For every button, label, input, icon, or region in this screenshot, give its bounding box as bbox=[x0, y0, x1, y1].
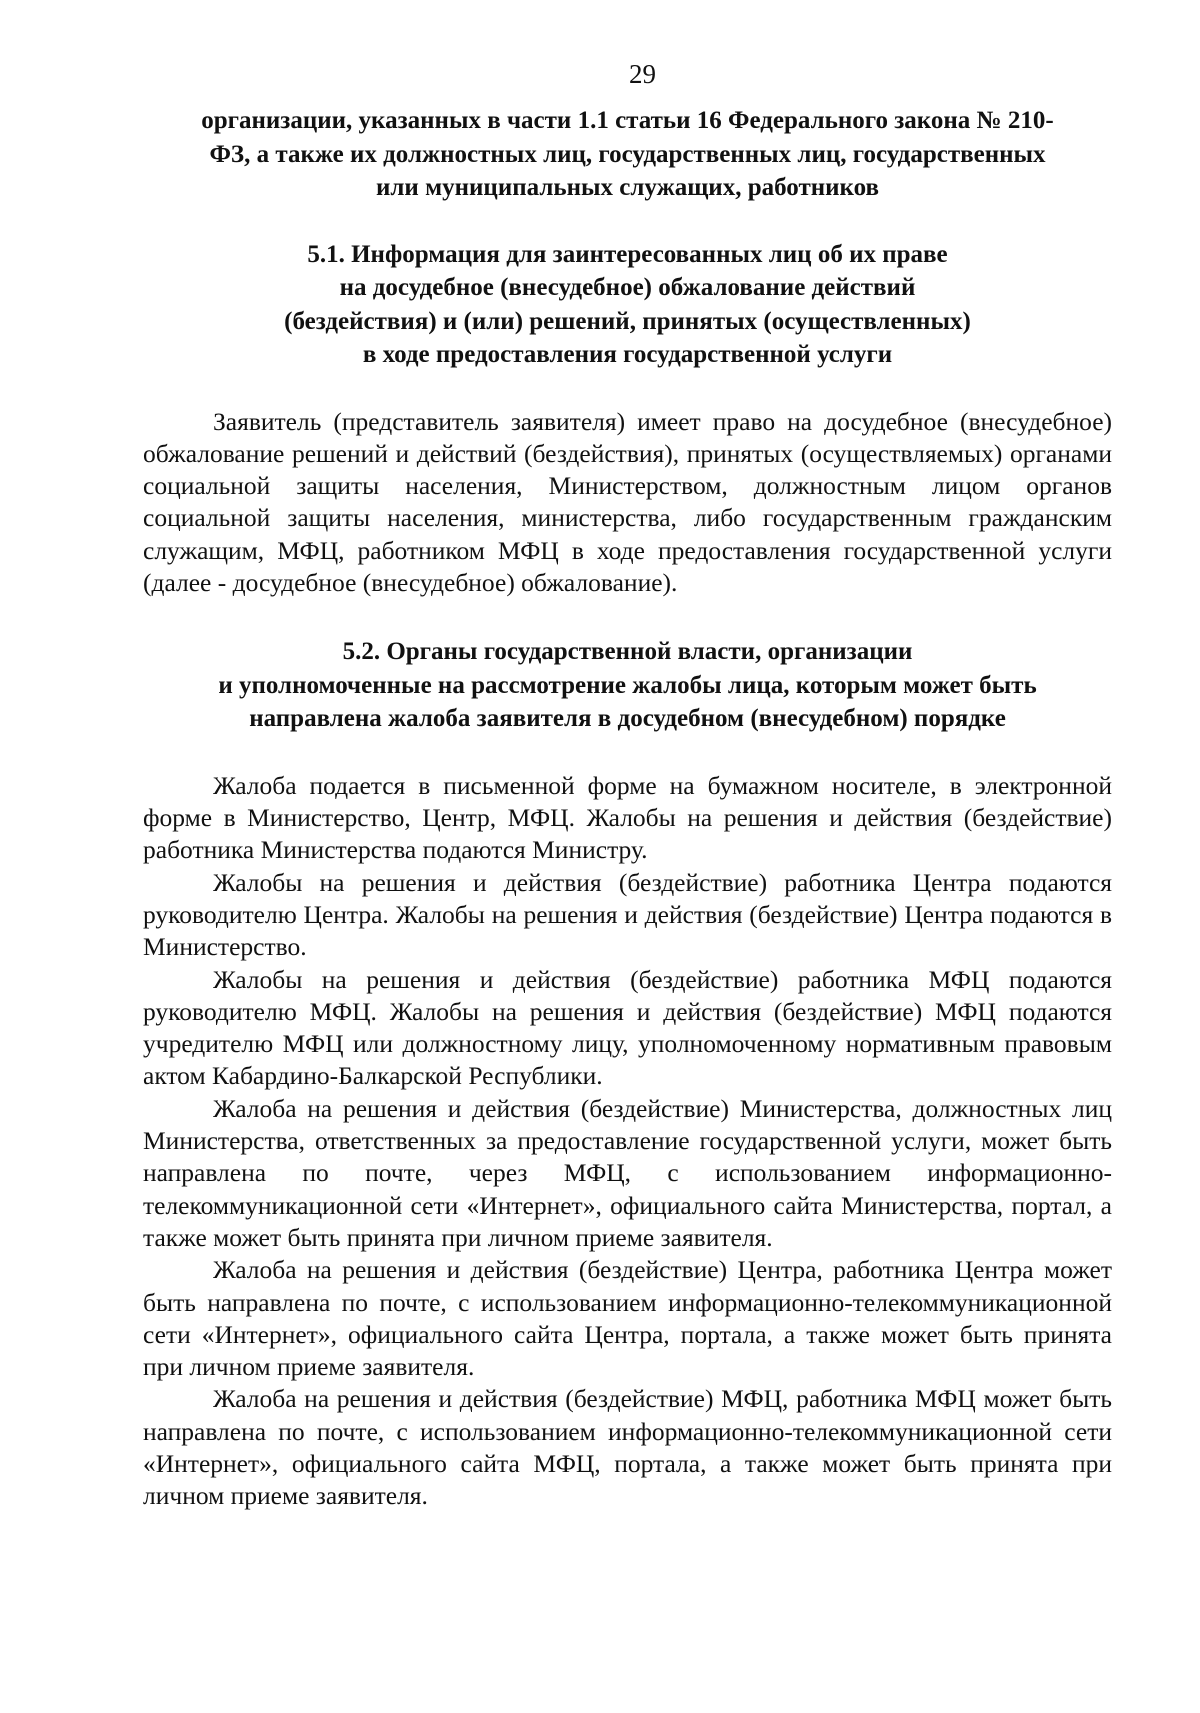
section-title-line: и уполномоченные на рассмотрение жалобы лица, которым может быть bbox=[218, 671, 1037, 699]
section-title-line: направлена жалоба заявителя в досудебном (внесудебном) порядке bbox=[249, 705, 1006, 733]
section-5-2-paragraph: Жалоба на решения и действия (бездействие) Министерства, должностных лиц Министерства, ответственных за предоставление государственной услуги, может быть направлена по почте, через МФЦ, с использованием информационно-телекоммуникационной сети «Интернет», официального сайта Министерства, портал, а также может быть принята при личном приеме заявителя. bbox=[143, 1093, 1112, 1252]
section-title-line: 5.1. Информация для заинтересованных лиц об их праве bbox=[307, 240, 948, 268]
section-5-2-paragraph: Жалоба на решения и действия (бездействие) Центра, работника Центра может быть направлена по почте, с использованием информационно-телекоммуникационной сети «Интернет», официального сайта Центра, портала, а также может быть принята при личном приеме заявителя. bbox=[143, 1255, 1112, 1382]
section-title-line: в ходе предоставления государственной услуги bbox=[362, 341, 893, 368]
section-5-2-paragraph: Жалоба на решения и действия (бездействие) МФЦ, работника МФЦ может быть направлена по почте, с использованием информационно-телекоммуникационной сети «Интернет», официального сайта МФЦ, портала, а также может быть принята при личном приеме заявителя. bbox=[143, 1384, 1112, 1511]
section-5-2-paragraph: Жалобы на решения и действия (бездействие) работника Центра подаются руководителю Центра. Жалобы на решения и действия (бездействие) Центра подаются в Министерство. bbox=[143, 867, 1112, 962]
intro-heading bbox=[143, 104, 1112, 205]
intro-heading-line: ФЗ, а также их должностных лиц, государственных лиц, государственных bbox=[209, 140, 1046, 168]
section-title-line: (бездействия) и (или) решений, принятых (осуществленных) bbox=[284, 307, 971, 335]
section-5-2-paragraph: Жалоба подается в письменной форме на бумажном носителе, в электронной форме в Министерство, Центр, МФЦ. Жалобы на решения и действия (бездействие) работника Министерства подаются Министру. bbox=[143, 770, 1112, 865]
page-number: 29 bbox=[629, 59, 656, 89]
section-5-2-title bbox=[143, 635, 1112, 736]
section-title-line: на досудебное (внесудебное) обжалование действий bbox=[339, 274, 916, 301]
section-5-2-paragraph: Жалобы на решения и действия (бездействие) работника МФЦ подаются руководителю МФЦ. Жалобы на решения и действия (бездействие) МФЦ подаются учредителю МФЦ или должностному лицу, уполномоченному нормативным правовым актом Кабардино-Балкарской Республики. bbox=[143, 964, 1112, 1091]
section-5-1-title bbox=[143, 238, 1112, 372]
intro-heading-line: или муниципальных служащих, работников bbox=[376, 174, 879, 201]
section-5-1-paragraph: Заявитель (представитель заявителя) имеет право на досудебное (внесудебное) обжалование решений и действий (бездействия), принятых (осуществляемых) органами социальной защиты населения, Министерством, должностным лицом органов социальной защиты населения, министерства, либо государственным гражданским служащим, МФЦ, работником МФЦ в ходе предоставления государственной услуги (далее - досудебное (внесудебное) обжалование). bbox=[143, 406, 1112, 597]
intro-heading-line: организации, указанных в части 1.1 статьи 16 Федерального закона № 210- bbox=[201, 107, 1054, 134]
section-title-line: 5.2. Органы государственной власти, организации bbox=[342, 638, 913, 666]
